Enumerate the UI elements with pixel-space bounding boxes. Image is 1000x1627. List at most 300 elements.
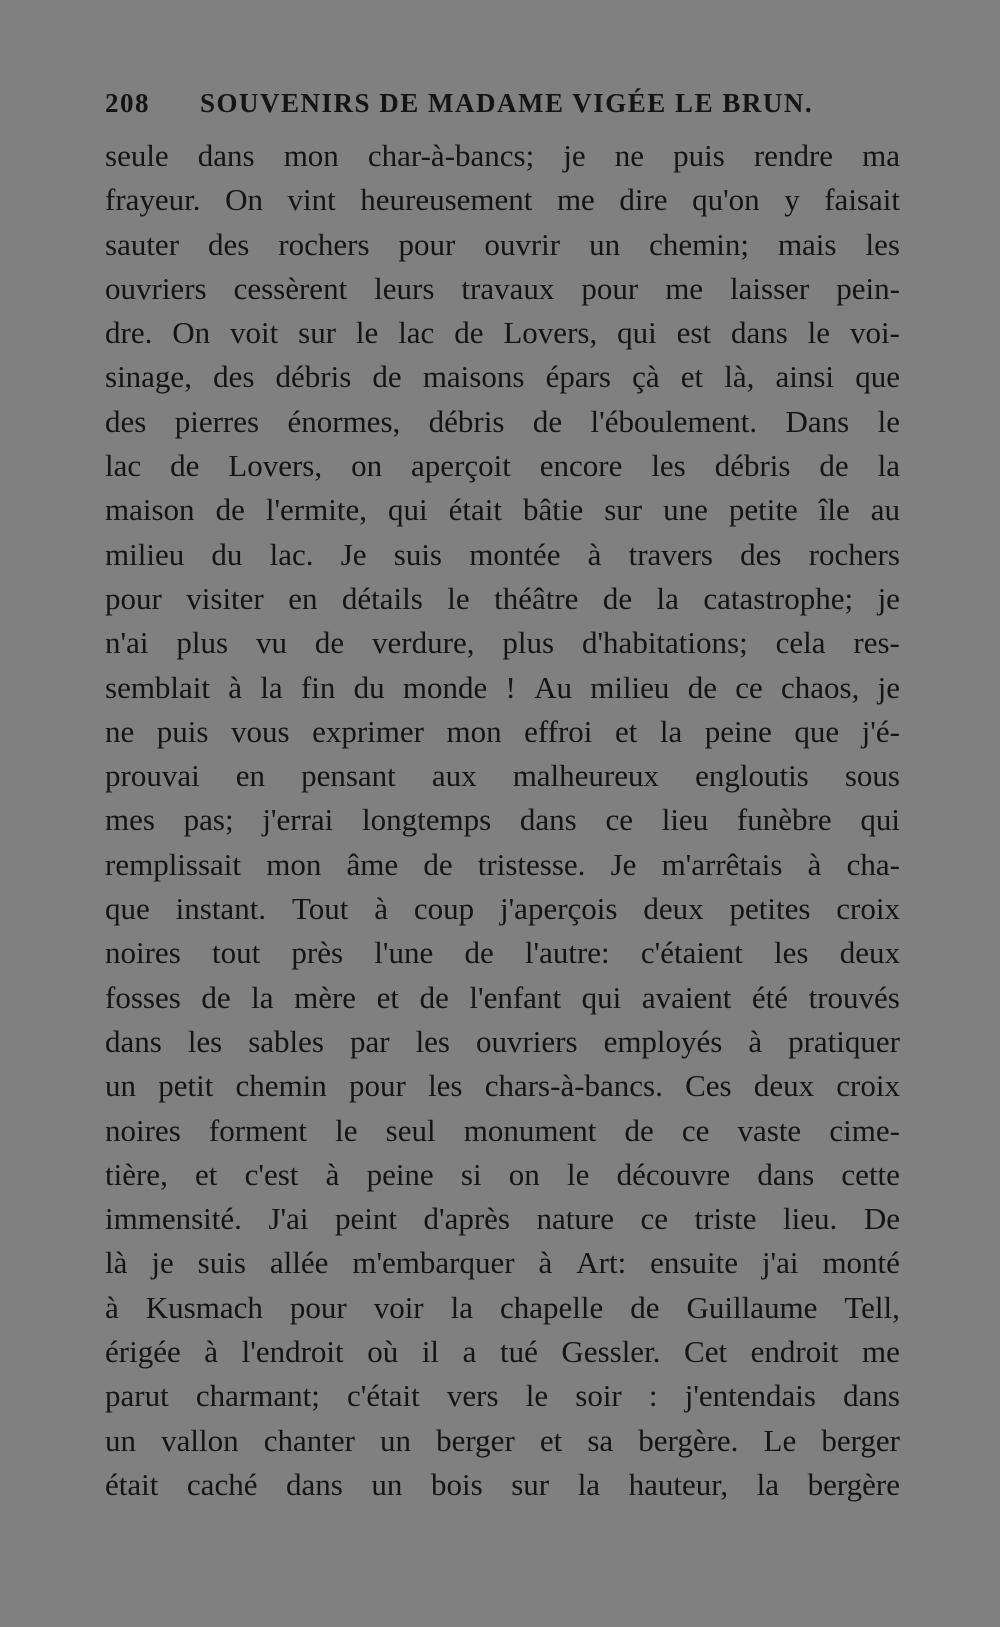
- word: bergère.: [638, 1422, 739, 1458]
- word: Tell,: [844, 1289, 900, 1325]
- word: exprimer: [312, 713, 424, 749]
- word: de: [602, 580, 633, 616]
- word: endroit: [750, 1334, 839, 1370]
- word: n'ai: [105, 625, 149, 661]
- word: instant.: [175, 891, 267, 927]
- word: énormes,: [287, 403, 401, 439]
- word: là: [105, 1245, 128, 1281]
- word: dans: [197, 138, 255, 173]
- word: d'après: [423, 1201, 510, 1237]
- word: détails: [341, 580, 423, 616]
- word: monde: [402, 669, 488, 705]
- word: de: [419, 979, 449, 1015]
- word: y: [784, 182, 800, 218]
- word: le: [355, 315, 379, 351]
- word: sinage,: [105, 359, 192, 395]
- word: ma: [862, 138, 900, 173]
- word: la: [877, 448, 900, 484]
- word: de: [819, 448, 849, 484]
- text-line: [105, 178, 900, 222]
- word: et: [376, 979, 400, 1015]
- word: de: [454, 315, 484, 351]
- word: travers: [628, 536, 713, 572]
- word: les: [428, 1068, 463, 1104]
- word: qui: [387, 492, 428, 528]
- word: je: [563, 138, 586, 173]
- word: frayeur.: [105, 182, 201, 218]
- word: allée: [269, 1245, 329, 1281]
- word: de: [687, 669, 717, 705]
- word: sa: [587, 1422, 614, 1458]
- word: dans: [730, 315, 788, 351]
- word: rochers: [278, 226, 370, 262]
- word: le: [447, 580, 470, 616]
- word: chanter: [263, 1422, 355, 1458]
- word: De: [863, 1201, 900, 1237]
- word: pein-: [836, 270, 900, 306]
- word: peine: [704, 713, 772, 749]
- word: me: [862, 1334, 900, 1370]
- word: un: [105, 1422, 136, 1458]
- word: est: [676, 315, 712, 351]
- word: croix: [836, 891, 900, 927]
- text-line: [105, 710, 900, 754]
- word: engloutis: [695, 758, 809, 794]
- word: au: [870, 492, 900, 528]
- word: vallon: [161, 1422, 239, 1458]
- word: vint: [287, 182, 336, 218]
- text-line: [105, 355, 900, 399]
- word: chaos,: [780, 669, 860, 705]
- running-head: [105, 88, 900, 132]
- word: m'arrêtais: [661, 846, 783, 882]
- word: forment: [208, 1112, 308, 1148]
- text-line: [105, 1286, 900, 1330]
- text-line: [105, 1463, 900, 1507]
- word: monument: [463, 1112, 597, 1148]
- text-line: [105, 1197, 900, 1241]
- word: débris: [428, 403, 505, 439]
- word: deux: [753, 1068, 815, 1104]
- word: qui: [617, 315, 657, 351]
- text-line: [105, 1419, 900, 1463]
- word: en: [235, 758, 266, 794]
- word: le: [525, 1378, 549, 1414]
- word: monté: [822, 1245, 900, 1281]
- word: à: [748, 1023, 763, 1059]
- word: cessèrent: [233, 270, 348, 306]
- word: à: [374, 891, 388, 927]
- word: qu'on: [692, 182, 760, 218]
- word: les: [187, 1023, 223, 1059]
- word: visiter: [186, 580, 264, 616]
- word: me: [665, 270, 704, 306]
- word: On: [172, 315, 211, 351]
- word: Gessler.: [561, 1334, 661, 1370]
- word: Ces: [685, 1068, 732, 1104]
- word: à: [538, 1245, 553, 1281]
- word: peine: [366, 1156, 434, 1192]
- word: dans: [757, 1156, 815, 1192]
- word: suis: [393, 536, 442, 572]
- text-line: [105, 666, 900, 710]
- word: cela: [775, 625, 826, 661]
- word: si: [460, 1156, 482, 1192]
- word: charmant;: [195, 1378, 320, 1414]
- word: l'enfant: [469, 979, 562, 1015]
- word: le: [335, 1112, 358, 1148]
- word: il: [421, 1334, 440, 1370]
- word: et: [195, 1156, 218, 1192]
- word: et: [539, 1422, 563, 1458]
- word: en: [288, 580, 318, 616]
- word: cha-: [846, 846, 900, 882]
- word: découvre: [616, 1156, 731, 1192]
- word: nature: [536, 1201, 614, 1237]
- word: de: [201, 979, 231, 1015]
- word: de: [423, 846, 453, 882]
- word: le: [877, 403, 900, 439]
- word: a: [462, 1334, 477, 1370]
- word: petites: [729, 891, 811, 927]
- text-line: [105, 798, 900, 842]
- word: ensuite: [650, 1245, 738, 1281]
- word: triste: [694, 1201, 757, 1237]
- word: puis: [673, 138, 725, 173]
- word: été: [751, 979, 789, 1015]
- word: de: [630, 1289, 660, 1325]
- word: une: [663, 492, 708, 528]
- word: remplissait: [105, 846, 242, 882]
- word: chemin: [235, 1068, 327, 1104]
- word: île: [818, 492, 850, 528]
- word: de: [170, 448, 200, 484]
- word: sables: [248, 1023, 324, 1059]
- word: j'ai: [761, 1245, 799, 1281]
- word: sur: [511, 1466, 550, 1502]
- word: à: [325, 1156, 340, 1192]
- word: maison: [105, 492, 195, 528]
- word: de: [215, 492, 245, 528]
- word: berger: [821, 1422, 900, 1458]
- word: suis: [197, 1245, 246, 1281]
- word: effroi: [524, 713, 593, 749]
- word: vous: [230, 713, 290, 749]
- word: Lovers,: [228, 448, 323, 484]
- word: débris: [714, 448, 791, 484]
- word: dans: [843, 1378, 900, 1414]
- word: ce: [605, 802, 633, 838]
- word: voir: [373, 1289, 424, 1325]
- word: petite: [728, 492, 798, 528]
- word: sous: [844, 758, 900, 794]
- word: avaient: [641, 979, 732, 1015]
- word: ce: [681, 1112, 710, 1148]
- word: travaux: [461, 270, 555, 306]
- word: pour: [398, 226, 456, 262]
- word: Cet: [684, 1334, 728, 1370]
- word: puis: [156, 713, 209, 749]
- word: des: [208, 226, 250, 262]
- word: mon: [283, 138, 339, 173]
- text-line: [105, 1109, 900, 1153]
- word: employés: [603, 1023, 723, 1059]
- word: dire: [619, 182, 668, 218]
- word: res-: [853, 625, 900, 661]
- word: la: [656, 580, 679, 616]
- word: ne: [614, 138, 645, 173]
- word: fosses: [105, 979, 181, 1015]
- word: coup: [413, 891, 475, 927]
- text-line: [105, 311, 900, 355]
- running-title: SOUVENIRS DE MADAME VIGÉE LE BRUN.: [200, 88, 814, 118]
- word: Dans: [785, 403, 850, 439]
- word: était: [448, 492, 502, 528]
- word: l'éboulement.: [590, 403, 758, 439]
- word: du: [353, 669, 385, 705]
- word: les: [865, 226, 900, 262]
- text-line: [105, 1330, 900, 1374]
- text-line: [105, 400, 900, 444]
- word: Kusmach: [145, 1289, 263, 1325]
- word: l'ermite,: [265, 492, 367, 528]
- text-line: [105, 754, 900, 798]
- word: de: [372, 359, 402, 395]
- word: pour: [581, 270, 639, 306]
- word: un: [380, 1422, 412, 1458]
- word: les: [651, 448, 686, 484]
- word: rendre: [753, 138, 834, 173]
- word: l'autre:: [524, 935, 610, 971]
- word: bois: [430, 1466, 483, 1502]
- word: Au: [534, 669, 572, 705]
- word: lieu.: [783, 1201, 838, 1237]
- word: on: [508, 1156, 540, 1192]
- word: le: [807, 315, 831, 351]
- word: laisser: [730, 270, 810, 306]
- word: la: [756, 1466, 780, 1502]
- word: çà: [632, 359, 660, 395]
- word: la: [577, 1466, 601, 1502]
- word: prouvai: [105, 758, 200, 794]
- word: lac.: [269, 536, 314, 572]
- word: plus: [176, 625, 229, 661]
- word: c'était: [347, 1378, 420, 1414]
- word: qui: [860, 802, 900, 838]
- text-line: [105, 976, 900, 1020]
- text-line: [105, 1020, 900, 1064]
- word: tière,: [105, 1156, 168, 1192]
- word: c'est: [244, 1156, 299, 1192]
- page-number: 208: [105, 88, 150, 118]
- word: là,: [724, 359, 755, 395]
- word: du: [211, 536, 243, 572]
- word: lac: [398, 315, 435, 351]
- word: des: [105, 403, 147, 439]
- word: Je: [340, 536, 367, 572]
- word: maisons: [422, 359, 525, 395]
- word: dre.: [105, 315, 153, 351]
- word: noires: [105, 1112, 181, 1148]
- word: et: [614, 713, 638, 749]
- text-line: [105, 488, 900, 532]
- word: aperçoit: [411, 448, 511, 484]
- word: chars-à-bancs.: [484, 1068, 663, 1104]
- word: des: [740, 536, 782, 572]
- word: était: [105, 1466, 159, 1502]
- text-line: [105, 267, 900, 311]
- text-line: [105, 621, 900, 665]
- word: heureusement: [360, 182, 533, 218]
- word: ce: [640, 1201, 669, 1237]
- word: sur: [604, 492, 643, 528]
- word: l'endroit: [241, 1334, 344, 1370]
- word: pas;: [183, 802, 234, 838]
- word: tout: [211, 935, 261, 971]
- word: je: [151, 1245, 174, 1281]
- text-line: [105, 1064, 900, 1108]
- word: j'é-: [861, 713, 900, 749]
- word: caché: [186, 1466, 258, 1502]
- word: de: [624, 1112, 654, 1148]
- word: plus: [502, 625, 555, 661]
- word: bâtie: [522, 492, 584, 528]
- word: âme: [346, 846, 399, 882]
- word: la: [450, 1289, 473, 1325]
- word: qui: [581, 979, 622, 1015]
- text-line: [105, 931, 900, 975]
- word: Le: [763, 1422, 797, 1458]
- word: dans: [286, 1466, 343, 1502]
- word: Art:: [576, 1245, 627, 1281]
- word: d'habitations;: [581, 625, 748, 661]
- word: Tout: [291, 891, 349, 927]
- word: char-à-bancs;: [367, 138, 535, 173]
- word: !: [505, 669, 516, 705]
- word: de: [314, 625, 345, 661]
- word: dans: [519, 802, 577, 838]
- word: par: [349, 1023, 390, 1059]
- text-line: [105, 577, 900, 621]
- text-line: [105, 134, 900, 178]
- word: lac: [105, 448, 142, 484]
- word: la: [260, 669, 283, 705]
- word: et: [680, 359, 704, 395]
- word: tué: [499, 1334, 538, 1370]
- word: catastrophe;: [703, 580, 854, 616]
- text-line: [105, 1241, 900, 1285]
- word: le: [567, 1156, 590, 1192]
- word: immensité.: [105, 1201, 242, 1237]
- word: fin: [300, 669, 336, 705]
- word: que: [105, 891, 150, 927]
- word: j'entendais: [684, 1378, 816, 1414]
- word: un: [105, 1068, 136, 1104]
- word: on: [351, 448, 383, 484]
- word: pour: [289, 1289, 347, 1325]
- word: mon: [446, 713, 502, 749]
- text-line: [105, 887, 900, 931]
- word: je: [877, 580, 900, 616]
- word: où: [367, 1334, 399, 1370]
- word: un: [371, 1466, 403, 1502]
- word: ouvriers: [475, 1023, 578, 1059]
- text-line: [105, 533, 900, 577]
- word: J'ai: [268, 1201, 309, 1237]
- word: Guillaume: [686, 1289, 818, 1325]
- word: :: [648, 1378, 658, 1414]
- word: de: [532, 403, 563, 439]
- word: malheureux: [512, 758, 660, 794]
- word: berger: [436, 1422, 515, 1458]
- word: à: [587, 536, 602, 572]
- word: funèbre: [736, 802, 832, 838]
- word: peint: [334, 1201, 397, 1237]
- word: vu: [255, 625, 287, 661]
- word: ainsi: [775, 359, 835, 395]
- text-line: [105, 843, 900, 887]
- word: dans: [105, 1023, 162, 1059]
- word: m'embarquer: [352, 1245, 515, 1281]
- body-text: [105, 134, 900, 1507]
- word: que: [855, 359, 900, 395]
- word: bergère: [807, 1466, 900, 1502]
- word: semblait: [105, 669, 211, 705]
- word: que: [794, 713, 840, 749]
- word: érigée: [105, 1334, 181, 1370]
- word: trouvés: [808, 979, 900, 1015]
- word: cime-: [829, 1112, 900, 1148]
- text-line: [105, 1374, 900, 1418]
- text-line: [105, 223, 900, 267]
- word: je: [877, 669, 900, 705]
- word: me: [556, 182, 595, 218]
- word: On: [225, 182, 263, 218]
- word: j'errai: [262, 802, 334, 838]
- word: mon: [266, 846, 322, 882]
- word: hauteur,: [628, 1466, 729, 1502]
- word: montée: [469, 536, 561, 572]
- word: voit: [230, 315, 279, 351]
- word: Je: [610, 846, 637, 882]
- word: pour: [349, 1068, 406, 1104]
- word: faisait: [824, 182, 900, 218]
- word: milieu: [105, 536, 185, 572]
- word: à: [228, 669, 243, 705]
- word: à: [105, 1289, 119, 1325]
- word: Lovers,: [503, 315, 598, 351]
- word: près: [291, 935, 344, 971]
- word: seule: [105, 138, 169, 173]
- word: l'une: [374, 935, 434, 971]
- text-line: [105, 444, 900, 488]
- book-page: [105, 88, 900, 1507]
- word: aux: [431, 758, 477, 794]
- word: parut: [105, 1378, 169, 1414]
- word: des: [213, 359, 255, 395]
- word: leurs: [374, 270, 435, 306]
- word: rochers: [808, 536, 900, 572]
- word: deux: [643, 891, 704, 927]
- word: ouvrir: [484, 226, 561, 262]
- word: deux: [839, 935, 900, 971]
- word: à: [204, 1334, 219, 1370]
- word: débris: [275, 359, 352, 395]
- word: petit: [158, 1068, 214, 1104]
- word: de: [464, 935, 494, 971]
- word: verdure,: [372, 625, 475, 661]
- word: soir: [575, 1378, 622, 1414]
